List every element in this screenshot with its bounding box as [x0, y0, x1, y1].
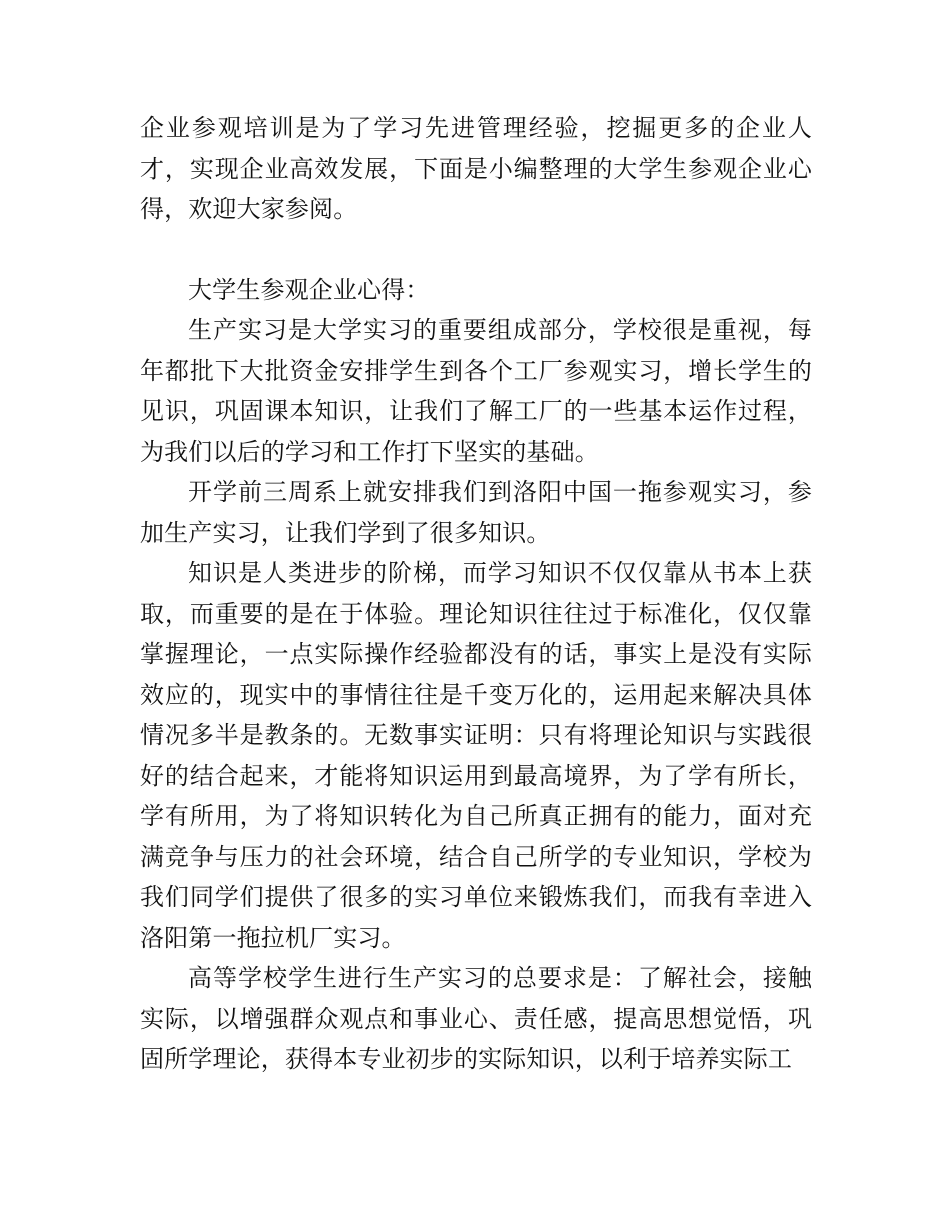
body-paragraph: 生产实习是大学实习的重要组成部分，学校很是重视，每年都批下大批资金安排学生到各个工厂参观实习，增长学生的见识，巩固课本知识，让我们了解工厂的一些基本运作过程，为我们以后的学习和工作打下坚实的基础。 — [140, 316, 812, 466]
document-body — [140, 108, 812, 1080]
body-paragraph: 知识是人类进步的阶梯，而学习知识不仅仅靠从书本上获取，而重要的是在于体验。理论知识往往过于标准化，仅仅靠掌握理论，一点实际操作经验都没有的话，事实上是没有实际效应的，现实中的事情往往是千变万化的，运用起来解决具体情况多半是教条的。无数事实证明：只有将理论知识与实践很好的结合起来，才能将知识运用到最高境界，为了学有所长，学有所用，为了将知识转化为自己所真正拥有的能力，面对充满竞争与压力的社会环境，结合自己所学的专业知识，学校为我们同学们提供了很多的实习单位来锻炼我们，而我有幸进入洛阳第一拖拉机厂实习。 — [140, 559, 812, 952]
body-paragraph: 开学前三周系上就安排我们到洛阳中国一拖参观实习，参加生产实习，让我们学到了很多知识。 — [140, 478, 812, 547]
intro-paragraph: 企业参观培训是为了学习先进管理经验，挖掘更多的企业人才，实现企业高效发展，下面是小编整理的大学生参观企业心得，欢迎大家参阅。 — [140, 114, 812, 223]
section-heading: 大学生参观企业心得： — [188, 275, 430, 304]
body-paragraph: 高等学校学生进行生产实习的总要求是：了解社会，接触实际，以增强群众观点和事业心、责任感，提高思想觉悟，巩固所学理论，获得本专业初步的实际知识，以利于培养实际工 — [140, 964, 812, 1073]
